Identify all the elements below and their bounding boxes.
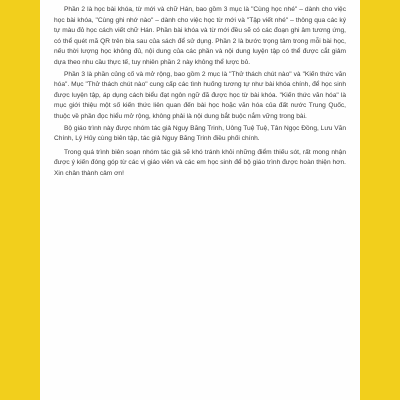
paragraph-part-2: Phần 2 là học bài khóa, từ mới và chữ Hán, bao gồm 3 mục là "Cùng học nhé" – dành cho việc học bài khóa, "Cùng ghi nhớ nào" – dành cho việc học từ mới và "Tập viết nhé" – thông qua các ký tự màu đỏ học cách viết chữ Hán. Phần bài khóa và từ mới đều sẽ có các đoạn ghi âm tương ứng, có thể quét mã QR trên bìa sau của sách để sử dụng. Phần 2 là bước trọng tâm trong mỗi bài học, nếu thời lượng học không đủ, nội dung của các phần và nội dung luyện tập có thể được cắt giảm dựa theo nhu cầu thực tế, tuy nhiên phần 2 này không thể lược bỏ. [54,6,346,66]
paragraph-closing: Trong quá trình biên soạn nhóm tác giả sẽ khó tránh khỏi những điểm thiếu sót, rất mong nhận được ý kiến đóng góp từ các vị giáo viên và các em học sinh để bộ giáo trình được hoàn thiện hơn. Xin chân thành cảm ơn! [54,148,346,177]
paragraph-part-3: Phần 3 là phần củng cố và mở rộng, bao gồm 2 mục là "Thử thách chút nào" và "Kiến thức văn hóa". Mục "Thử thách chút nào" cung cấp các tình huống tương tự như bài khóa chính, để học sinh được luyện tập, áp dụng cách biểu đạt ngôn ngữ đã được học từ bài khóa. "Kiến thức văn hóa" là mục giới thiệu một số kiến thức liên quan đến bài học hoặc văn hóa của đất nước Trung Quốc, thuộc về phần đọc hiểu mở rộng, không phải là nội dung bắt buộc nắm vững trong bài. [54,70,346,120]
document-page [40,0,360,400]
paragraph-authors: Bộ giáo trình này được nhóm tác giả Nguy Băng Trinh, Uông Tuệ Tuệ, Tân Ngọc Đồng, Lưu Văn Chính, Lý Hủy cùng biên tập, tác giả Nguy Băng Trinh điều phối chính. [54,124,346,143]
